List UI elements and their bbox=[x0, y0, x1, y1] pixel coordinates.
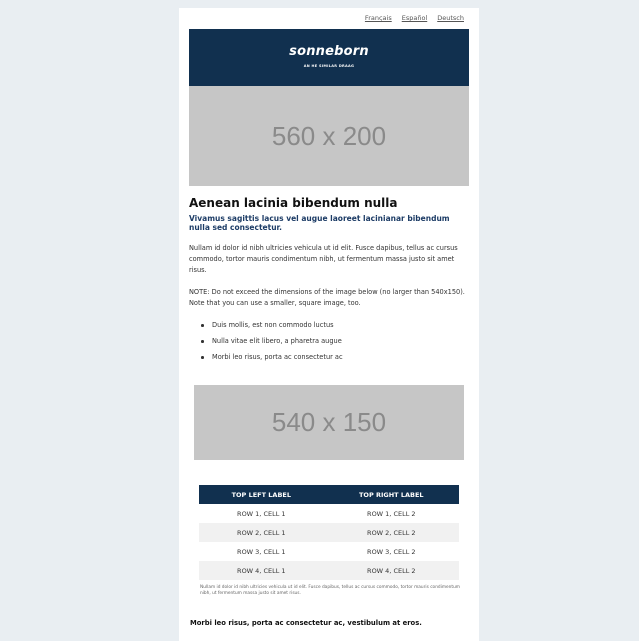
article-paragraph: Nullam id dolor id nibh ultricies vehicula ut id elit. Fusce dapibus, tellus ac cursus commodo, tortor mauris condimentum nibh, ut fermentum massa justo sit amet risus. bbox=[189, 244, 458, 274]
table-cell: ROW 4, CELL 1 bbox=[199, 561, 324, 580]
brand-tagline: AN HE SIMILAR DRAAG bbox=[303, 64, 355, 68]
list-item: Nulla vitae elit libero, a pharetra augue bbox=[201, 336, 461, 352]
closing-line: Morbi leo risus, porta ac consectetur ac, vestibulum at eros. bbox=[190, 619, 422, 627]
table-row bbox=[199, 504, 459, 523]
table-cell: ROW 2, CELL 1 bbox=[199, 523, 324, 542]
email-header bbox=[189, 29, 469, 86]
language-bar bbox=[365, 14, 464, 22]
table-row bbox=[199, 523, 459, 542]
table-header-row bbox=[199, 485, 459, 504]
table-cell: ROW 1, CELL 1 bbox=[237, 509, 286, 518]
table-header-cell: TOP RIGHT LABEL bbox=[324, 485, 459, 504]
hero-image-placeholder: 560 x 200 bbox=[189, 86, 469, 186]
lang-link-french[interactable]: Français bbox=[364, 14, 392, 22]
list-item: Morbi leo risus, porta ac consectetur ac bbox=[201, 352, 461, 368]
lang-link-german[interactable]: Deutsch bbox=[437, 14, 464, 22]
article-subtitle: Vivamus sagittis lacus vel augue laoreet lacinianar bibendum nulla sed consectetur. bbox=[189, 214, 450, 232]
bullet-list bbox=[201, 320, 461, 368]
image-note: NOTE: Do not exceed the dimensions of the image below (no larger than 540x150). Note that you can use a smaller, square image, too. bbox=[189, 288, 465, 307]
article-title: Aenean lacinia bibendum nulla bbox=[189, 196, 398, 210]
secondary-image-placeholder: 540 x 150 bbox=[194, 385, 464, 460]
list-item: Duis mollis, est non commodo luctus bbox=[201, 320, 461, 336]
table-footnote: Nullam id dolor id nibh ultricies vehicula ut id elit. Fusce dapibus, tellus ac cursus commodo, tortor mauris condimentum nibh, ut fermentum massa justo sit amet risus. bbox=[200, 585, 460, 596]
table-cell: ROW 3, CELL 1 bbox=[237, 547, 286, 556]
brand-logo[interactable]: sonneborn bbox=[289, 44, 369, 59]
table-row bbox=[199, 561, 459, 580]
table-header-cell: TOP LEFT LABEL bbox=[199, 485, 324, 504]
table-cell: ROW 1, CELL 2 bbox=[367, 509, 416, 518]
table-cell: ROW 3, CELL 2 bbox=[367, 547, 416, 556]
email-sheet bbox=[179, 8, 479, 641]
table-cell: ROW 4, CELL 2 bbox=[324, 561, 459, 580]
table-row bbox=[199, 542, 459, 561]
lang-link-spanish[interactable]: Español bbox=[401, 14, 428, 22]
data-table bbox=[199, 485, 459, 580]
table-cell: ROW 2, CELL 2 bbox=[324, 523, 459, 542]
